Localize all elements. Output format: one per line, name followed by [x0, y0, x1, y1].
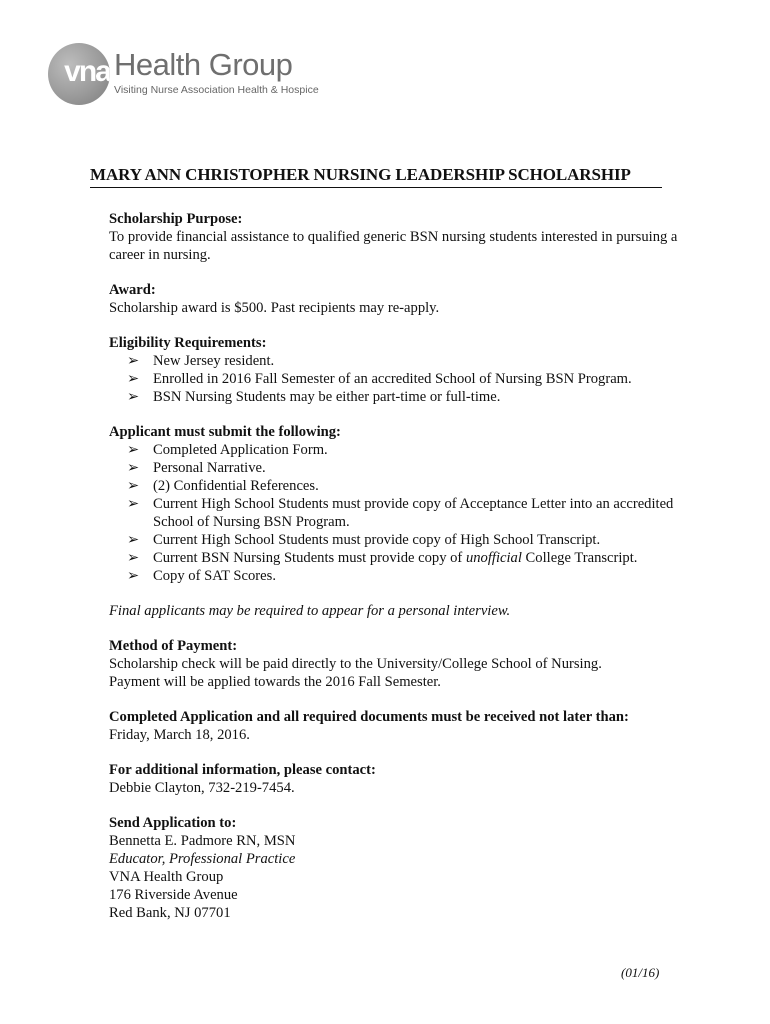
logo-tagline: Visiting Nurse Association Health & Hospice [114, 84, 319, 96]
eligibility-section [109, 334, 679, 406]
purpose-heading: Scholarship Purpose: [109, 211, 243, 227]
arrow-bullet-icon: ➢ [127, 442, 140, 458]
arrow-bullet-icon: ➢ [127, 496, 140, 512]
deadline-heading: Completed Application and all required documents must be received not later than: [109, 709, 629, 725]
list-item: ➢ New Jersey resident. [127, 353, 275, 369]
send-section [109, 814, 679, 922]
send-city: Red Bank, NJ 07701 [109, 905, 231, 921]
document-title: MARY ANN CHRISTOPHER NURSING LEADERSHIP SCHOLARSHIP [90, 164, 662, 188]
send-heading: Send Application to: [109, 815, 237, 831]
eligibility-list [109, 352, 679, 406]
arrow-bullet-icon: ➢ [127, 532, 140, 548]
list-item: ➢ Enrolled in 2016 Fall Semester of an accredited School of Nursing BSN Program. [127, 371, 632, 387]
list-item: ➢ BSN Nursing Students may be either part-time or full-time. [127, 389, 501, 405]
payment-heading: Method of Payment: [109, 638, 238, 654]
submit-list [109, 441, 679, 585]
list-item: ➢ Personal Narrative. [127, 460, 266, 476]
arrow-bullet-icon: ➢ [127, 389, 140, 405]
send-name: Bennetta E. Padmore RN, MSN [109, 833, 296, 849]
contact-text: Debbie Clayton, 732-219-7454. [109, 780, 295, 796]
list-item: ➢ Current High School Students must provide copy of High School Transcript. [127, 532, 601, 548]
vna-logo [48, 43, 319, 105]
send-org: VNA Health Group [109, 869, 224, 885]
contact-section [109, 761, 679, 797]
payment-line-2: Payment will be applied towards the 2016 Fall Semester. [109, 674, 441, 690]
award-text: Scholarship award is $500. Past recipients may re-apply. [109, 300, 440, 316]
purpose-text: To provide financial assistance to qualified generic BSN nursing students interested in pursuing a career in nursing. [109, 229, 678, 263]
submit-heading: Applicant must submit the following: [109, 424, 341, 440]
award-heading: Award: [109, 282, 156, 298]
arrow-bullet-icon: ➢ [127, 550, 140, 566]
revision-code: (01/16) [621, 965, 660, 980]
list-item: ➢ (2) Confidential References. [127, 478, 319, 494]
send-street: 176 Riverside Avenue [109, 887, 238, 903]
submit-section [109, 423, 679, 585]
arrow-bullet-icon: ➢ [127, 568, 140, 584]
award-section [109, 281, 679, 317]
logo-mark-text: vna [64, 55, 110, 88]
vna-logo-mark [48, 43, 110, 105]
deadline-date: Friday, March 18, 2016. [109, 727, 250, 743]
interview-note: Final applicants may be required to appear for a personal interview. [109, 603, 511, 619]
eligibility-heading: Eligibility Requirements: [109, 335, 267, 351]
logo-name: Health Group [114, 47, 293, 82]
interview-note-section [109, 602, 679, 620]
arrow-bullet-icon: ➢ [127, 353, 140, 369]
payment-line-1: Scholarship check will be paid directly to the University/College School of Nursing. [109, 656, 602, 672]
list-item: ➢ Current High School Students must provide copy of Acceptance Letter into an accredited School of Nursing BSN Program. [127, 496, 674, 530]
send-role: Educator, Professional Practice [109, 851, 296, 867]
payment-section [109, 637, 679, 691]
deadline-section [109, 708, 679, 744]
arrow-bullet-icon: ➢ [127, 478, 140, 494]
list-item: ➢ Current BSN Nursing Students must provide copy of unofficial College Transcript. [127, 550, 638, 566]
purpose-section [109, 210, 679, 264]
list-item: ➢ Completed Application Form. [127, 442, 328, 458]
document-body [109, 210, 679, 939]
list-item: ➢ Copy of SAT Scores. [127, 568, 276, 584]
arrow-bullet-icon: ➢ [127, 371, 140, 387]
contact-heading: For additional information, please contact: [109, 762, 376, 778]
arrow-bullet-icon: ➢ [127, 460, 140, 476]
